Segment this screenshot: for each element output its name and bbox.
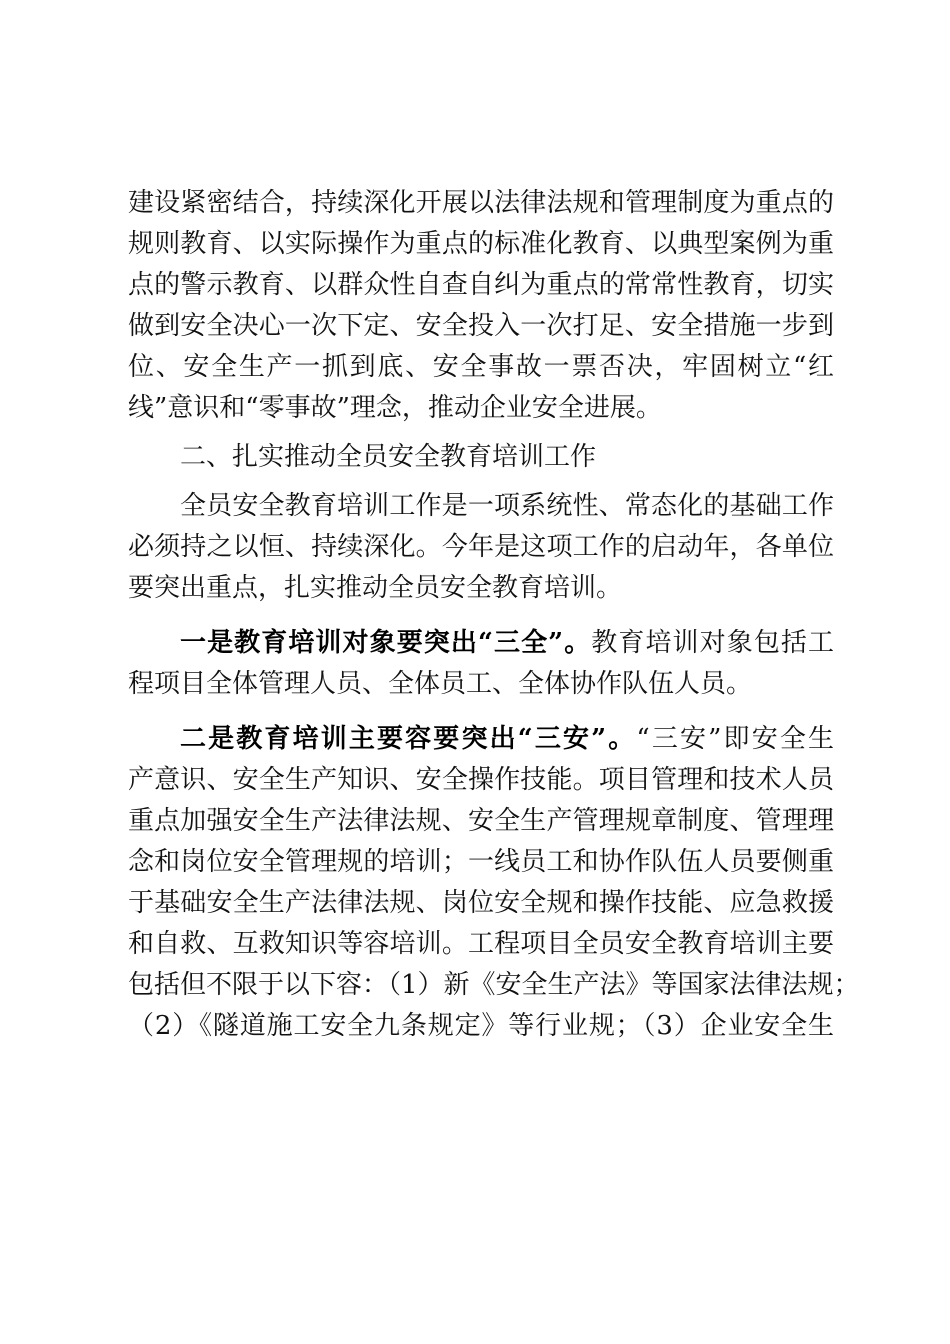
paragraph-line	[128, 623, 834, 664]
paragraph-line: （2）《隧道施工安全九条规定》等行业规；（3）企业安全生	[128, 1011, 834, 1041]
bold-lead: 二是教育培训主要容要突出“三安”。	[180, 724, 637, 754]
paragraph-line: 和自救、互救知识等容培训。工程项目全员安全教育培训主要	[128, 929, 834, 959]
paragraph-line: 建设紧密结合，持续深化开展以法律法规和管理制度为重点的	[128, 188, 834, 218]
paragraph-line: 必须持之以恒、持续深化。今年是这项工作的启动年，各单位	[128, 532, 834, 562]
paragraph-line: 于基础安全生产法律法规、岗位安全规和操作技能、应急救援	[128, 888, 834, 918]
paragraph-line: 程项目全体管理人员、全体员工、全体协作队伍人员。	[128, 669, 753, 699]
paragraph-line: 念和岗位安全管理规的培训；一线员工和协作队伍人员要侧重	[128, 847, 834, 877]
paragraph-line: 规则教育、以实际操作为重点的标准化教育、以典型案例为重	[128, 229, 834, 259]
paragraph-line: 要突出重点，扎实推动全员安全教育培训。	[128, 573, 623, 603]
bold-lead: 一是教育培训对象要突出“三全”。	[180, 628, 592, 658]
paragraph-text: 教育培训对象包括工	[591, 628, 834, 658]
paragraph-line: 包括但不限于以下容：（1）新《安全生产法》等国家法律法规；	[128, 970, 860, 1000]
paragraph-line: 位、安全生产一抓到底、安全事故一票否决，牢固树立“红	[128, 352, 834, 382]
paragraph-line: 线”意识和“零事故”理念，推动企业安全进展。	[128, 393, 662, 423]
paragraph-line: 点的警示教育、以群众性自查自纠为重点的常常性教育，切实	[128, 270, 834, 300]
paragraph-line: 全员安全教育培训工作是一项系统性、常态化的基础工作	[180, 491, 834, 521]
document-body	[128, 183, 860, 1047]
paragraph-line	[128, 719, 834, 760]
paragraph-text: “三安”即安全生	[636, 724, 834, 754]
section-heading: 二、扎实推动全员安全教育培训工作	[180, 442, 597, 472]
paragraph-line: 产意识、安全生产知识、安全操作技能。项目管理和技术人员	[128, 765, 834, 795]
paragraph-line: 做到安全决心一次下定、安全投入一次打足、安全措施一步到	[128, 311, 834, 341]
paragraph-line: 重点加强安全生产法律法规、安全生产管理规章制度、管理理	[128, 806, 834, 836]
